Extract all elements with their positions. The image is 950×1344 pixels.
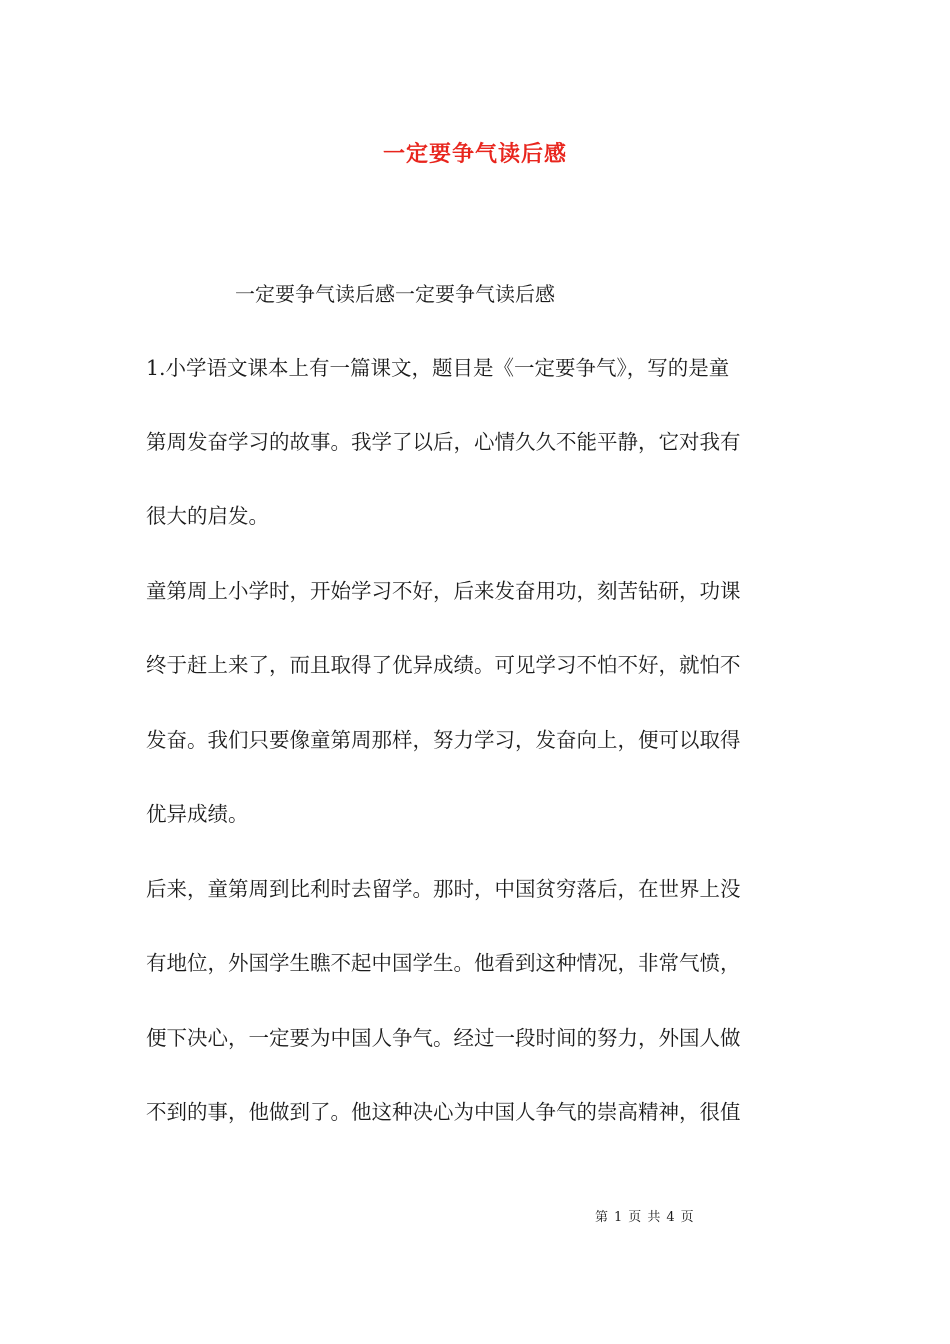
footer-current-page: 1 [614, 1210, 623, 1225]
document-subtitle: 一定要争气读后感一定要争气读后感 [235, 282, 555, 306]
paragraph-line: 终于赶上来了，而且取得了优异成绩。可见学习不怕不好，就怕不 [146, 653, 741, 677]
footer-label-page: 第 [595, 1210, 609, 1225]
page-footer [592, 1208, 697, 1228]
paragraph-line: 童第周上小学时，开始学习不好，后来发奋用功，刻苦钻研，功课 [146, 579, 741, 603]
footer-label-page-unit: 页 [628, 1210, 642, 1225]
paragraph-line: 后来，童第周到比利时去留学。那时，中国贫穷落后，在世界上没 [146, 877, 741, 901]
paragraph-line: 便下决心，一定要为中国人争气。经过一段时间的努力，外国人做 [146, 1026, 741, 1050]
paragraph-line: 很大的启发。 [146, 504, 269, 528]
paragraph-line: 有地位，外国学生瞧不起中国学生。他看到这种情况，非常气愤， [146, 951, 741, 975]
document-title: 一定要争气读后感 [382, 141, 567, 167]
paragraph-line: 发奋。我们只要像童第周那样，努力学习，发奋向上，便可以取得 [146, 728, 741, 752]
paragraph-line: 第周发奋学习的故事。我学了以后，心情久久不能平静，它对我有 [146, 430, 741, 454]
footer-label-total: 共 [647, 1210, 661, 1225]
paragraph-line: 不到的事，他做到了。他这种决心为中国人争气的崇高精神，很值 [146, 1100, 741, 1124]
footer-label-total-unit: 页 [680, 1210, 694, 1225]
paragraph-line: 优异成绩。 [146, 802, 249, 826]
footer-total-pages: 4 [666, 1210, 675, 1225]
paragraph-line: 1.小学语文课本上有一篇课文，题目是《一定要争气》，写的是童 [146, 356, 730, 380]
